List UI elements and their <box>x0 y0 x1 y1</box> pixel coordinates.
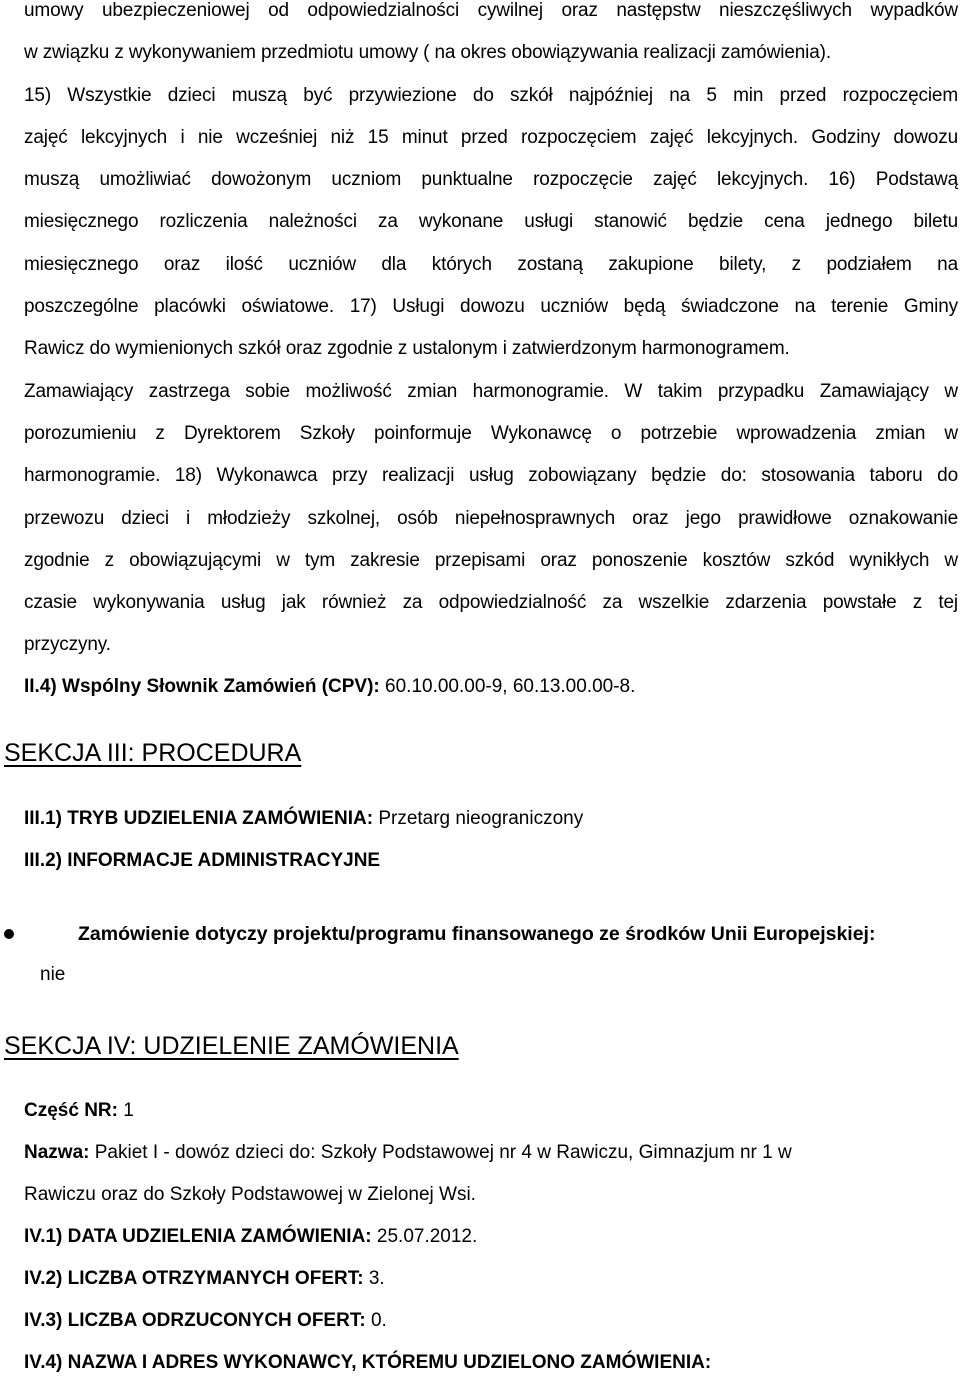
paragraph-line: zgodnie z obowiązującymi w tym zakresie przepisami oraz ponoszenie kosztów szkód wynikłych w <box>24 549 958 571</box>
cpv-line <box>24 674 635 700</box>
paragraph-line: przewozu dzieci i młodzieży szkolnej, osób niepełnosprawnych oraz jego prawidłowe oznakowanie <box>24 507 958 529</box>
date-value: 25.07.2012. <box>376 1226 478 1247</box>
paragraph-line: 15) Wszystkie dzieci muszą być przywiezione do szkół najpóźniej na 5 min przed rozpoczęciem <box>24 84 958 106</box>
name-line-2: Rawiczu oraz do Szkoły Podstawowej w Zielonej Wsi. <box>24 1184 476 1205</box>
part-value: 1 <box>123 1100 134 1121</box>
paragraph-line: poszczególne placówki oświatowe. 17) Usługi dowozu uczniów będą świadczone na terenie Gminy <box>24 296 958 318</box>
bullet-icon <box>4 929 14 939</box>
eu-project-label: Zamówienie dotyczy projektu/programu finansowanego ze środków Unii Europejskiej: <box>78 923 876 945</box>
offers-received-value: 3. <box>368 1268 385 1289</box>
paragraph-line: harmonogramie. 18) Wykonawca przy realizacji usług zobowiązany będzie do: stosowania taboru do <box>24 465 958 487</box>
tryb-line <box>24 806 583 832</box>
paragraph-line: w związku z wykonywaniem przedmiotu umowy ( na okres obowiązywania realizacji zamówienia). <box>24 42 831 64</box>
offers-rejected-label: IV.3) LICZBA ODRZUCONYCH OFERT: <box>24 1310 366 1331</box>
paragraph-line: czasie wykonywania usług jak również za odpowiedzialność za wszelkie zdarzenia powstałe z tej <box>24 592 958 614</box>
paragraph-line: zajęć lekcyjnych i nie wcześniej niż 15 minut przed rozpoczęciem zajęć lekcyjnych. Godziny dowozu <box>24 126 958 148</box>
offers-rejected-value: 0. <box>370 1310 387 1331</box>
tryb-label: III.1) TRYB UDZIELENIA ZAMÓWIENIA: <box>24 808 374 829</box>
name-value-1: Pakiet I - dowóz dzieci do: Szkoły Podstawowej nr 4 w Rawiczu, Gimnazjum nr 1 w <box>94 1142 792 1163</box>
offers-received-label: IV.2) LICZBA OTRZYMANYCH OFERT: <box>24 1268 364 1289</box>
paragraph-line: miesięcznego oraz ilość uczniów dla których zostaną zakupione bilety, z podziałem na <box>24 253 958 275</box>
part-label: Część NR: <box>24 1100 118 1121</box>
cpv-value: 60.10.00.00-9, 60.13.00.00-8. <box>385 676 636 697</box>
paragraph-line: Rawicz do wymienionych szkół oraz zgodnie z ustalonym i zatwierdzonym harmonogramem. <box>24 338 790 360</box>
paragraph-line: Zamawiający zastrzega sobie możliwość zmian harmonogramie. W takim przypadku Zamawiający w <box>24 380 958 402</box>
name-line-1 <box>24 1140 792 1166</box>
contractor-heading: IV.4) NAZWA I ADRES WYKONAWCY, KTÓREMU UDZIELONO ZAMÓWIENIA: <box>24 1352 712 1373</box>
info-admin-heading: III.2) INFORMACJE ADMINISTRACYJNE <box>24 850 381 871</box>
paragraph-line: umowy ubezpieczeniowej od odpowiedzialności cywilnej oraz następstw nieszczęśliwych wypadków <box>24 0 958 21</box>
cpv-label: II.4) Wspólny Słownik Zamówień (CPV): <box>24 676 380 697</box>
offers-rejected-line <box>24 1308 387 1334</box>
section4-heading: SEKCJA IV: UDZIELENIE ZAMÓWIENIA <box>4 1032 459 1060</box>
tryb-value: Przetarg nieograniczony <box>378 808 584 829</box>
eu-project-value: nie <box>40 964 66 985</box>
paragraph-line: muszą umożliwiać dowożonym uczniom punktualne rozpoczęcie zajęć lekcyjnych. 16) Podstawą <box>24 169 958 191</box>
date-label: IV.1) DATA UDZIELENIA ZAMÓWIENIA: <box>24 1226 372 1247</box>
paragraph-line: przyczyny. <box>24 634 111 656</box>
section3-heading: SEKCJA III: PROCEDURA <box>4 739 302 767</box>
part-line <box>24 1098 134 1124</box>
paragraph-line: miesięcznego rozliczenia należności za wykonane usługi stanowić będzie cena jednego biletu <box>24 211 958 233</box>
paragraph-line: porozumieniu z Dyrektorem Szkoły poinformuje Wykonawcę o potrzebie wprowadzenia zmian w <box>24 422 958 444</box>
offers-received-line <box>24 1266 385 1292</box>
name-label: Nazwa: <box>24 1142 90 1163</box>
date-line <box>24 1224 477 1250</box>
section2-paragraph <box>24 0 958 667</box>
